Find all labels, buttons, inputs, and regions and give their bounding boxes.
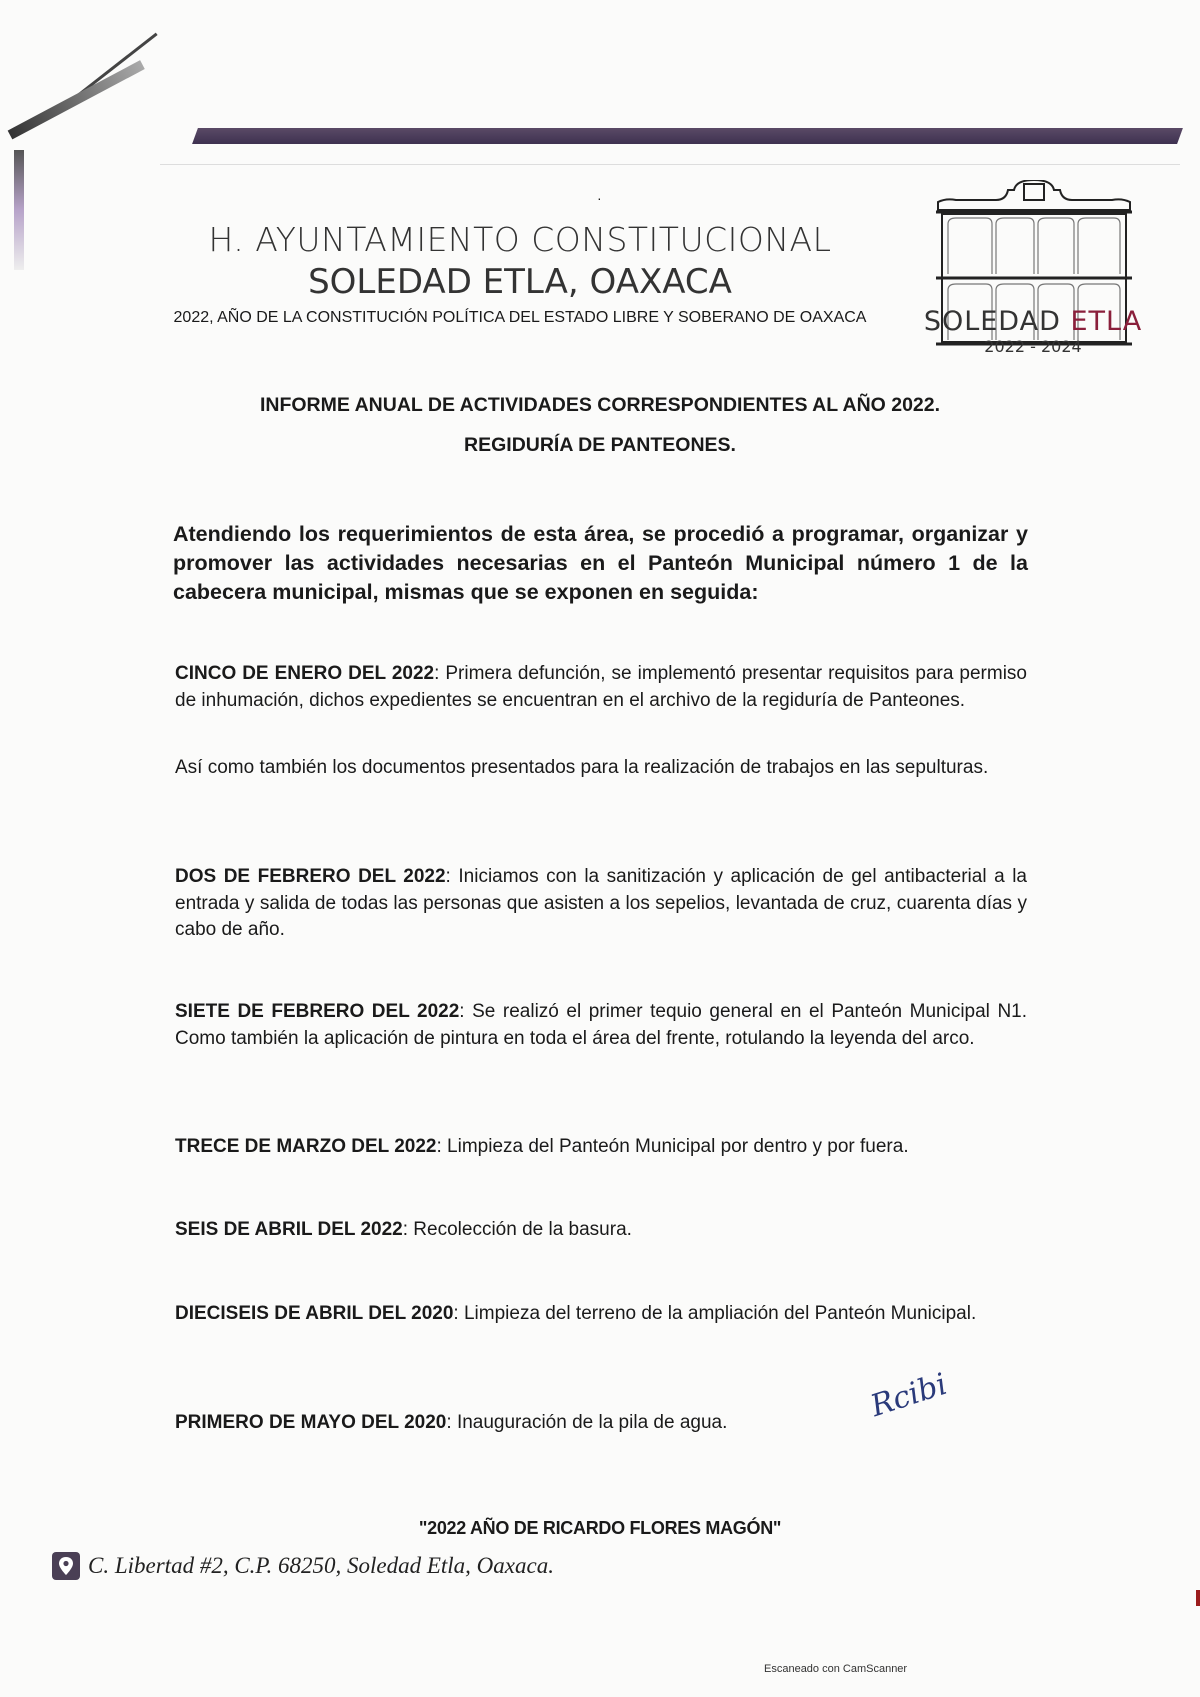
entry-date: SIETE DE FEBRERO DEL 2022 [175,1001,460,1022]
report-subheading: REGIDURÍA DE PANTEONES. [464,434,736,456]
logo-name-part2: ETLA [1070,306,1143,337]
report-heading: INFORME ANUAL DE ACTIVIDADES CORRESPONDIENTES AL AÑO 2022. [259,394,941,416]
header-divider [160,164,1180,165]
location-pin-icon [52,1552,80,1580]
activity-entry: DOS DE FEBRERO DEL 2022: Iniciamos con la sanitización y aplicación de gel antibacterial a la entrada y salida de todas las personas que asisten a los sepelios, levantada de cruz, cuarenta días y cabo de año. [175,866,1027,940]
entry-text: Primera defunción, se implementó presentar requisitos para permiso de inhumación, dichos expedientes se encuentran en el archivo de la regiduría de Panteones. [175,663,1027,711]
address-text: C. Libertad #2, C.P. 68250, Soledad Etla, Oaxaca. [88,1553,554,1578]
municipality-title: SOLEDAD ETLA, OAXACA [308,262,732,302]
footer-address [52,1552,554,1580]
activity-entry: DIECISEIS DE ABRIL DEL 2020: Limpieza del terreno de la ampliación del Panteón Municipal. [175,1303,977,1324]
entry-text: Así como también los documentos presentados para la realización de trabajos en las sepulturas. [175,757,989,778]
entry-date: TRECE DE MARZO DEL 2022 [175,1136,437,1157]
header-bar [192,128,1183,144]
entry-date: DOS DE FEBRERO DEL 2022 [175,866,446,887]
decorative-corner-line [8,60,145,139]
activity-entry: TRECE DE MARZO DEL 2022: Limpieza del Panteón Municipal por dentro y por fuera. [175,1136,909,1157]
logo-name-part1: SOLEDAD [923,306,1061,337]
entry-date: CINCO DE ENERO DEL 2022 [175,663,435,684]
entry-text: Limpieza del Panteón Municipal por dentro y por fuera. [447,1136,909,1157]
entry-text: Inauguración de la pila de agua. [456,1412,728,1433]
year-legend: 2022, AÑO DE LA CONSTITUCIÓN POLÍTICA DEL ESTADO LIBRE Y SOBERANO DE OAXACA [173,309,867,326]
decorative-corner-bar [14,150,24,270]
activity-entry: PRIMERO DE MAYO DEL 2020: Inauguración de la pila de agua. [175,1412,728,1433]
entry-text: Iniciamos con la sanitización y aplicación de gel antibacterial a la entrada y salida de todas las personas que asisten a los sepelios, levantada de cruz, cuarenta días y cabo de año. [175,866,1027,940]
activity-entry: CINCO DE ENERO DEL 2022: Primera defunción, se implementó presentar requisitos para permiso de inhumación, dichos expedientes se encuentran en el archivo de la regiduría de Panteones. [175,663,1027,711]
entry-date: DIECISEIS DE ABRIL DEL 2020 [175,1303,454,1324]
logo-wordmark [918,306,1148,337]
activity-entry [175,755,1027,782]
entry-text: Recolección de la basura. [413,1219,632,1240]
entry-text: Limpieza del terreno de la ampliación del Panteón Municipal. [463,1303,977,1324]
handwritten-signature: Rcibi [866,1366,952,1425]
activity-entry: SIETE DE FEBRERO DEL 2022: Se realizó el primer tequio general en el Panteón Municipal N1. Como también la aplicación de pintura en toda el área del frente, rotulando la leyenda del arco. [175,1001,1028,1049]
scanner-watermark: Escaneado con CamScanner [764,1663,908,1675]
edge-mark [1196,1590,1200,1606]
logo-years: 2022 - 2024 [984,337,1082,356]
scan-speck: · [597,190,602,206]
footer-motto: "2022 AÑO DE RICARDO FLORES MAGÓN" [418,1518,782,1538]
institution-title: H. AYUNTAMIENTO CONSTITUCIONAL [208,220,832,259]
entry-date: PRIMERO DE MAYO DEL 2020 [175,1412,447,1433]
entry-text: Se realizó el primer tequio general en el Panteón Municipal N1. Como también la aplicación de pintura en toda el área del frente, rotulando la leyenda del arco. [175,1001,1028,1049]
intro-paragraph: Atendiendo los requerimientos de esta área, se procedió a programar, organizar y promover las actividades necesarias en el Panteón Municipal número 1 de la cabecera municipal, mismas que se exponen en seguida: [173,522,1028,604]
activity-entry: SEIS DE ABRIL DEL 2022: Recolección de la basura. [175,1219,632,1240]
entry-date: SEIS DE ABRIL DEL 2022 [175,1219,403,1240]
